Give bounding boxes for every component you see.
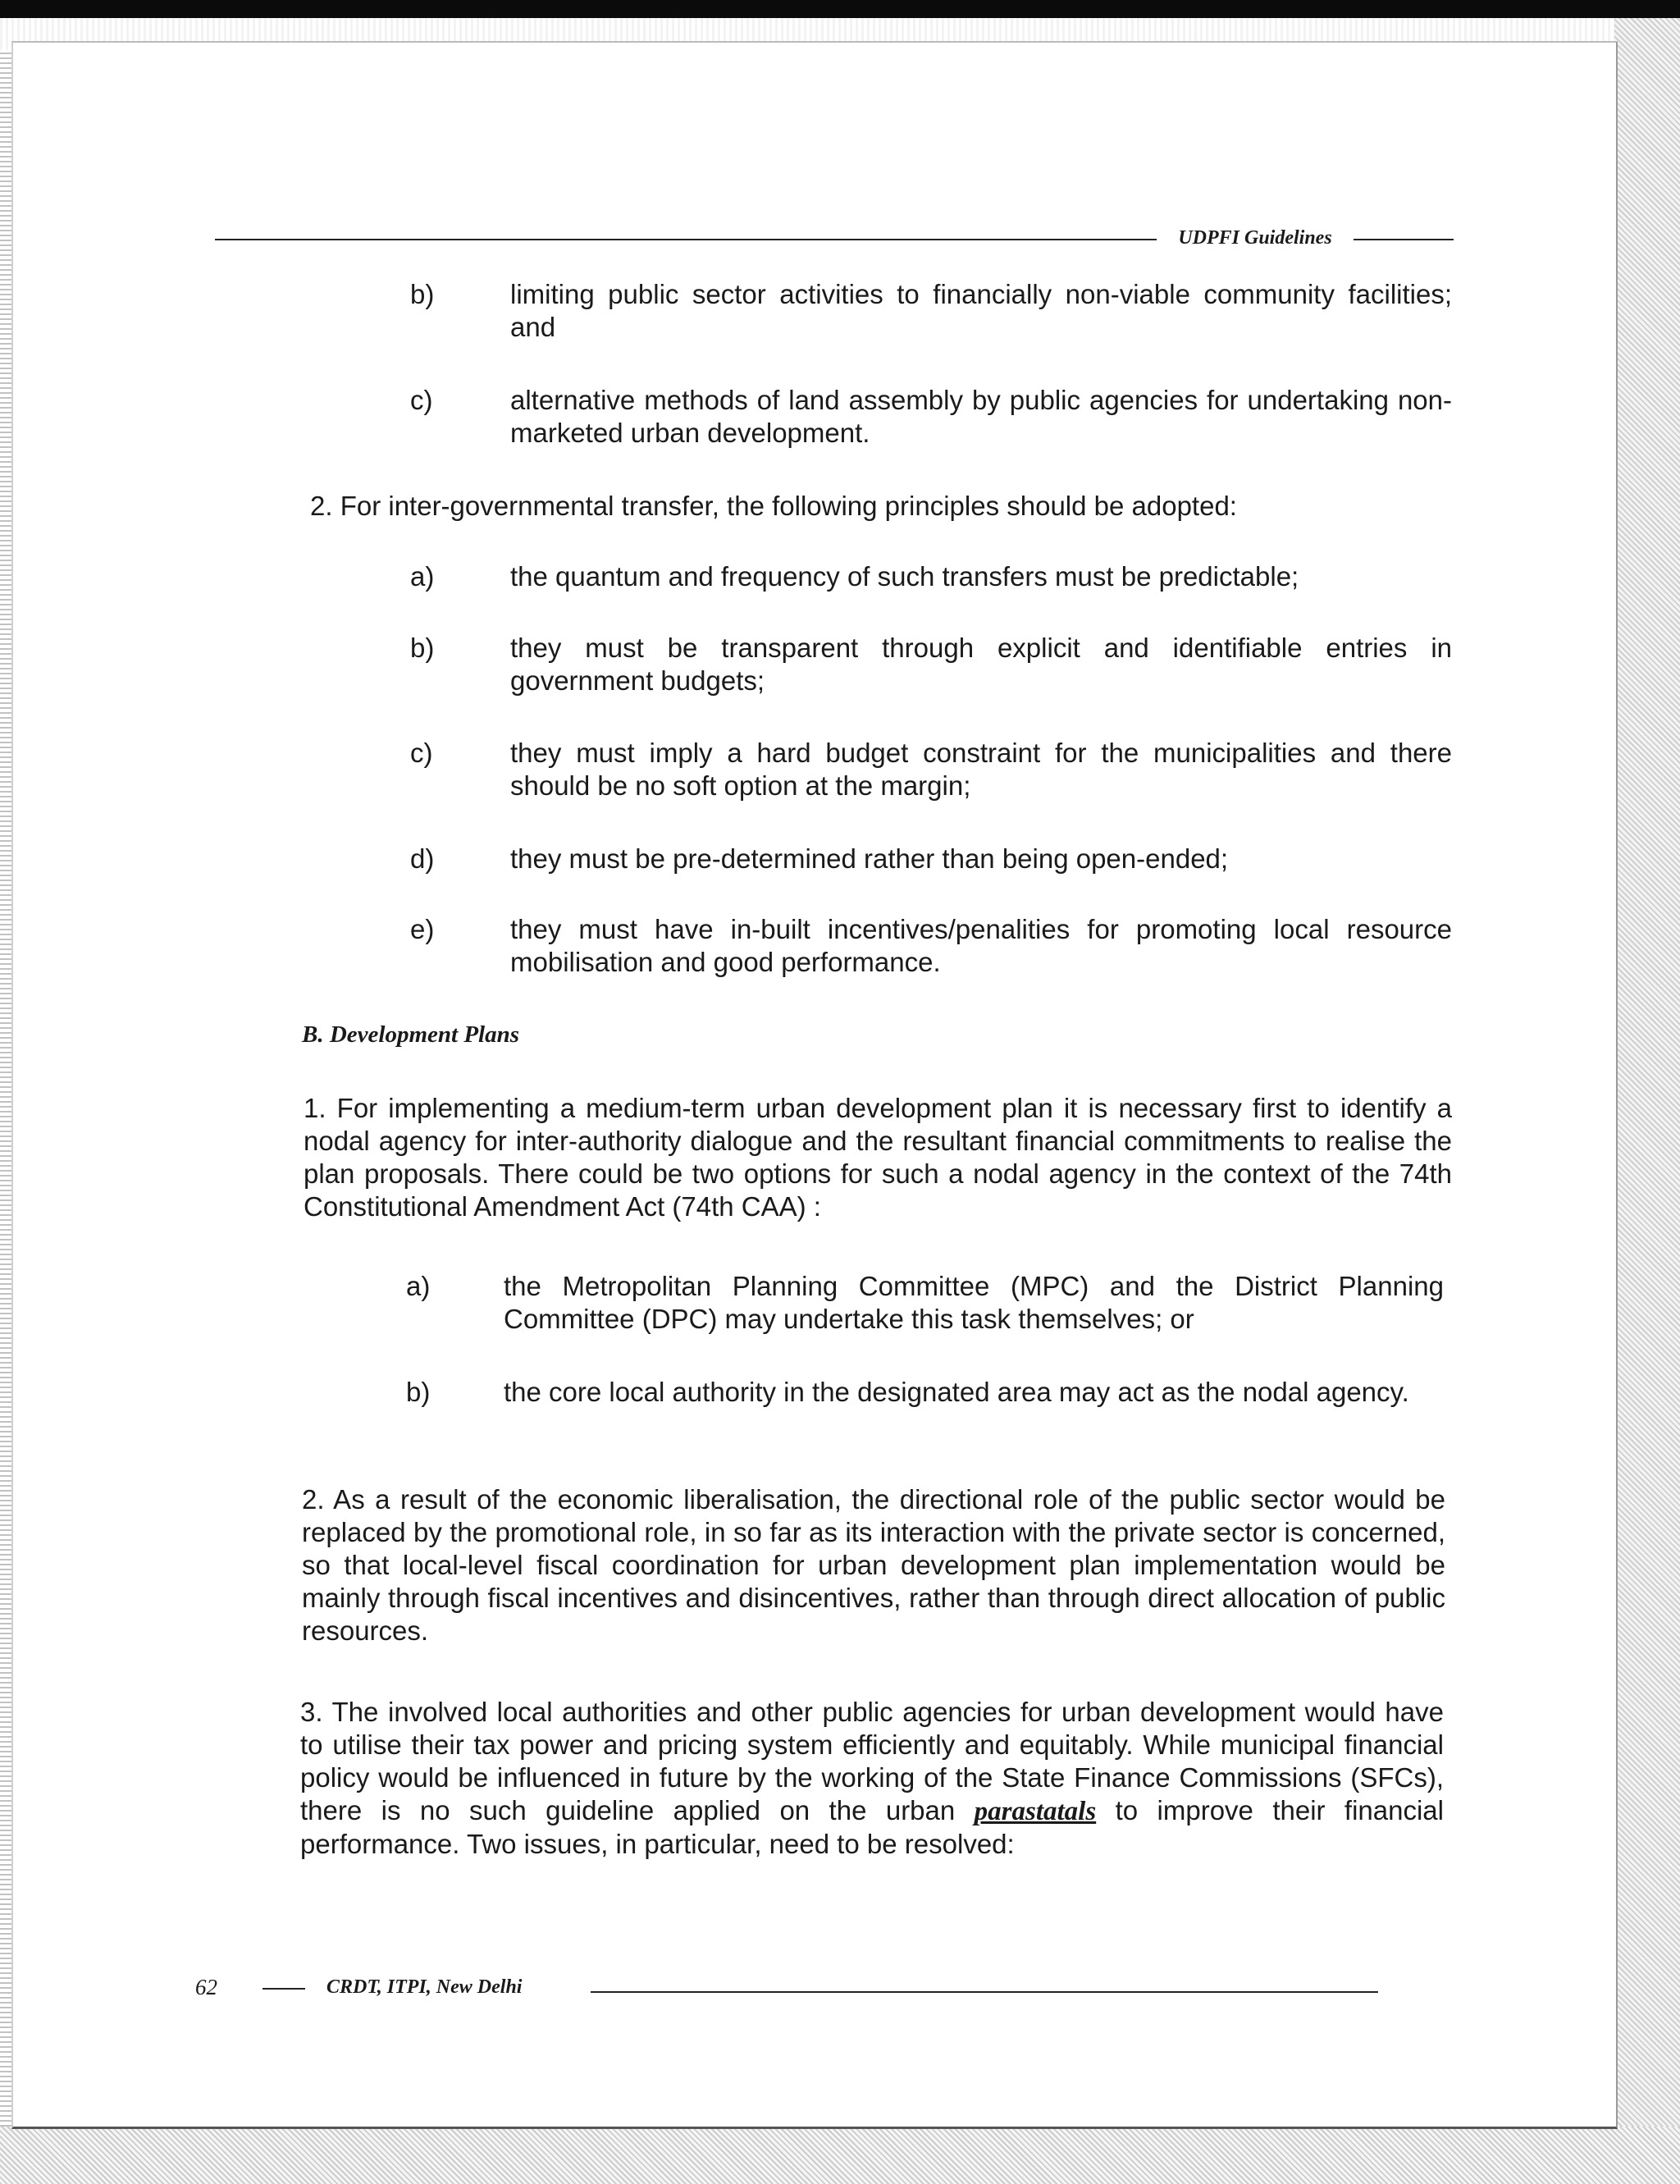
paragraph bbox=[300, 1696, 1444, 1861]
list-item bbox=[410, 913, 1452, 979]
list-item-label: b) bbox=[410, 633, 435, 663]
paragraph: 2. As a result of the economic liberalisation, the directional role of the public sector would be replaced by the promotional role, in so far as its interaction with the private sector is concerned, so that local-level fiscal coordination for urban development plan implementation would be mainly through fiscal incentives and disincentives, rather than through direct allocation of public resources. bbox=[302, 1484, 1445, 1646]
header-title: UDPFI Guidelines bbox=[1178, 227, 1332, 249]
footer-dash bbox=[262, 1988, 305, 1990]
header-rule-right bbox=[1354, 239, 1454, 240]
list-item bbox=[410, 632, 1452, 697]
list-item-text: the Metropolitan Planning Committee (MPC) and the District Planning Committee (DPC) may undertake this task themselves; or bbox=[504, 1271, 1444, 1334]
list-item-label: a) bbox=[410, 561, 435, 592]
scan-noise-right bbox=[1614, 18, 1680, 2184]
paragraph: 2. For inter-governmental transfer, the following principles should be adopted: bbox=[310, 491, 1237, 521]
footer-source: CRDT, ITPI, New Delhi bbox=[326, 1976, 523, 1998]
list-item bbox=[410, 278, 1452, 344]
list-item-text: the quantum and frequency of such transfers must be predictable; bbox=[510, 561, 1299, 592]
list-item-label: a) bbox=[406, 1271, 431, 1301]
running-header bbox=[0, 222, 1680, 254]
scan-top-edge bbox=[0, 0, 1680, 18]
emphasized-term: parastatals bbox=[974, 1797, 1097, 1826]
list-item-label: d) bbox=[410, 843, 435, 874]
paragraph-text: to improve their financial performance. Two issues, in particular, need to be resolved: bbox=[300, 1795, 1444, 1859]
list-item-label: e) bbox=[410, 914, 435, 944]
list-item bbox=[410, 384, 1452, 450]
list-item-text: they must have in-built incentives/penalities for promoting local resource mobilisation and good performance. bbox=[510, 914, 1452, 977]
scan-noise-left bbox=[0, 49, 11, 2141]
list-item-label: c) bbox=[410, 738, 433, 768]
list-item-text: they must be transparent through explicit and identifiable entries in government budgets; bbox=[510, 633, 1452, 696]
list-item bbox=[410, 737, 1452, 802]
list-item-text: limiting public sector activities to financially non-viable community facilities; and bbox=[510, 279, 1452, 342]
list-item-text: they must imply a hard budget constraint for the municipalities and there should be no soft option at the margin; bbox=[510, 738, 1452, 801]
scan-noise-bottom bbox=[0, 2127, 1680, 2184]
paragraph-text: 3. The involved local authorities and other public agencies for urban development would have to utilise their tax power and pricing system efficiently and equitably. While municipal financial policy would be influenced in future by the working of the State Finance Commissions (SFCs), there is no such guideline applied on the urban bbox=[300, 1697, 1444, 1825]
paragraph: 1. For implementing a medium-term urban development plan it is necessary first to identify a nodal agency for inter-authority dialogue and the resultant financial commitments to realise the plan proposals. There could be two options for such a nodal agency in the context of the 74th Constitutional Amendment Act (74th CAA) : bbox=[304, 1093, 1452, 1222]
footer-rule bbox=[591, 1991, 1378, 1993]
page-number: 62 bbox=[195, 1975, 217, 1999]
list-item-text: they must be pre-determined rather than being open-ended; bbox=[510, 843, 1229, 874]
list-item-label: b) bbox=[410, 279, 435, 309]
list-item bbox=[410, 843, 1452, 875]
list-item-text: alternative methods of land assembly by public agencies for undertaking non-marketed urban development. bbox=[510, 385, 1452, 448]
section-heading: B. Development Plans bbox=[302, 1021, 520, 1048]
running-footer bbox=[0, 1971, 1680, 2004]
header-rule-left bbox=[215, 239, 1157, 240]
list-item-text: the core local authority in the designated area may act as the nodal agency. bbox=[504, 1377, 1409, 1407]
list-item-label: b) bbox=[406, 1377, 431, 1407]
list-item bbox=[410, 560, 1452, 593]
list-item-label: c) bbox=[410, 385, 433, 415]
list-item bbox=[406, 1270, 1444, 1336]
list-item bbox=[406, 1376, 1444, 1442]
